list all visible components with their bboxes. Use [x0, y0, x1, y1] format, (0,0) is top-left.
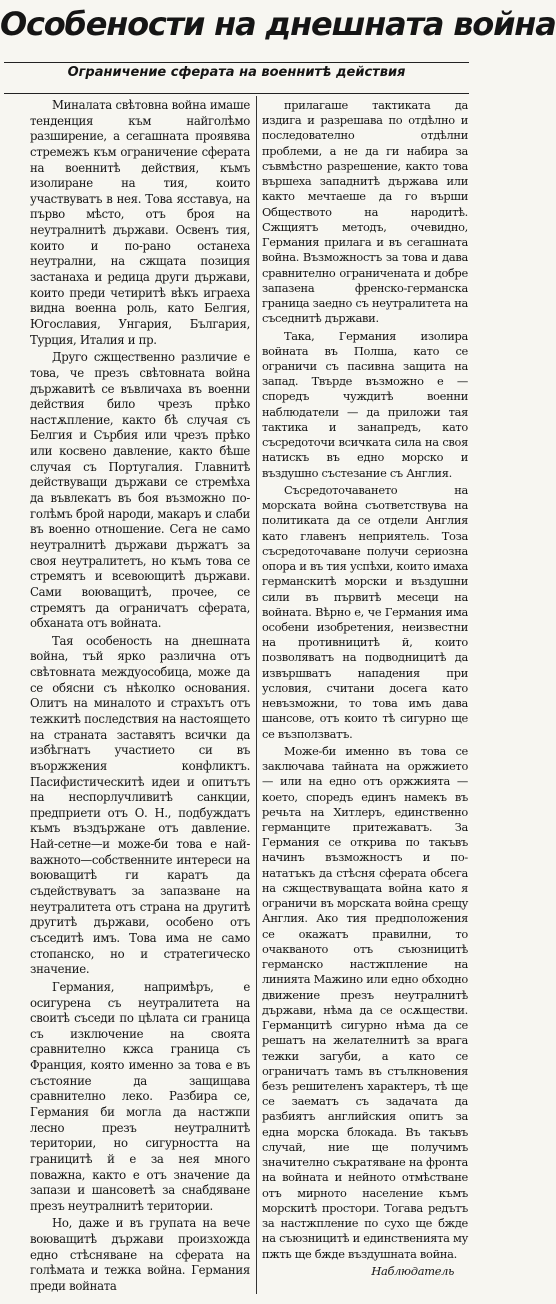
paragraph: Миналата свѣтовна война имаше тенденция към найголѣмо разширение, а сегашната проявява стремежъ към ограничение сферата на военнитѣ действия, къмъ изолиране на тия, които участвуватъ в нея. Това ясставуа, на първо мѣсто, отъ броя на неутралнитѣ държави. Освенъ тия, които и по-рано останеха неутрални, на сжщата позиция застанаха и редица други държави, които преди четиритѣ вѣкъ играеха видна военна роль, като Белгия, Югославия, Унгария, България, Турция, Италия и пр. [30, 98, 250, 347]
paragraph: Съсредоточаването на морската война съответствува на политиката да се отдели Англия като главенъ неприятель. Тоза съсредоточаване получи сериозна опора и въ тия успѣхи, които имаха германскитѣ морски и въздушни сили въ първитѣ месеци на войната. Вѣрно е, че Германия има особени изобретения, неизвестни на противницитѣ й, които позволяватъ на подводницитѣ да извършватъ нападения при условия, считани досега като невъзможни, то това имъ дава шансове, отъ които тѣ сигурно ще се възползватъ. [262, 482, 468, 741]
left-column [30, 98, 250, 1295]
article-title: Особености на днешната война [0, 5, 556, 43]
title-rule [4, 62, 469, 63]
column-divider [256, 96, 257, 1294]
right-column [262, 98, 468, 1279]
paragraph: Друго сжщественно различие е това, че презъ свѣтовната война държавитѣ се въвличаха въ военни действия било чрезъ прѣко настѫпление, както бѣ случая съ Белгия и Сърбия или чрезъ прѣко или косвено давление, както бѣше случая съ Португалия. Главнитѣ действуващи държави се стремѣха да въвлекатъ въ боя възможно по-голѣмъ брой народи, макаръ и слаби въ военно отношение. Сега не само неутралнитѣ държави държатъ за своя неутралитетъ, но къмъ това се стремятъ и всевоющитѣ държави. Сами воюващитѣ, прочее, се стремятъ да ограничатъ сферата, обханата отъ войната. [30, 350, 250, 631]
subtitle-rule [4, 93, 469, 94]
paragraph: Може-би именно въ това се заключава тайната на оржжието — или на едно отъ оржжията — което, споредъ единъ намекъ въ речьта на Хитлеръ, единственно германците притежаватъ. За Германия се открива по такъвъ начинъ възможностъ и по-нататъкъ да стѣсня сферата обсега на сжществуващата война като я ограничи въ морската война срещу Англия. Ако тия предположения се окажатъ правилни, то очакваното отъ съюзницитѣ германско настжпление на линията Мажино или едно обходно движение презъ неутралнитѣ държави, нѣма да се осѫществи. Германцитѣ сигурно нѣма да се решатъ на желателнитѣ за врага тежки загуби, а като се ограничатъ тамъ въ стълкновения безъ решителенъ характеръ, тѣ ще се заематъ съ задачата да разбиятъ английския опитъ за една морска блокада. Въ такъвъ случай, ние ще получимъ значително съкратяване на фронта на войната и нейното отмѣстване отъ мирното население къмъ морскитѣ простори. Тогава редътъ за настжпление по сухо ще бжде на съюзницитѣ и единственията му пжть ще бжде въздушната война. [262, 743, 468, 1261]
paragraph: Тая особеность на днешната война, тъй ярко различна отъ свѣтовната междуособица, може да се обясни съ нѣколко основания. Олитъ на миналото и страхътъ отъ тежкитѣ последствия на настоящето на страната заставятъ всички да избѣгнатъ участието си въ въоржжения конфликтъ. Пасифистическитѣ идеи и опитътъ на неспорлучливитѣ санкции, предприети отъ О. Н., подбуждатъ къмъ въздържане отъ давление. Най-сетне—и може-би това е най-важното—собственните интереси на воюващитѣ ги каратъ да съдействуватъ за запазване на неутралитета отъ страна на другитѣ другитѣ държави, особено отъ съседитѣ имъ. Това има не само стопанско, но и стратегическо значение. [30, 633, 250, 977]
paragraph: Така, Германия изолира войната въ Полша, като се ограничи съ пасивна защита на запад. Твърде възможно е — споредъ чуждитѣ военни наблюдатели — да приложи тая тактика и занапредъ, като съсредоточи всичката сила на своя натискъ въ едно морско и въздушно състезание съ Англия. [262, 328, 468, 480]
paragraph: Но, даже и въ групата на вече воюващитѣ държави произхожда едно стѣсняване на сферата на голѣмата и тежка война. Германия преди войната [30, 1216, 250, 1294]
article-subtitle: Ограничение сферата на военнитѣ действия [67, 65, 406, 80]
author-signature: Наблюдатель [371, 1263, 454, 1278]
paragraph: прилагаше тактиката да издига и разрешава по отдѣлно и последователно отдѣлни проблеми, а не да ги набира за съвмѣстно разрешение, както това вършеха западнитѣ държава или както мечтаеше да го върши Обществото на народитѣ. Сжщиятъ методъ, очевидно, Германия прилага и въ сегашната война. Възможностъ за това и дава сравнително ограничената и добре запазена френско-германска граница заедно съ неутралитета на съседнитѣ държави. [262, 98, 468, 326]
paragraph: Германия, напримѣръ, е осигурена съ неутралитета на своитѣ съседи по цѣлата си граница съ изключение на своята сравнително кжса граница съ Франция, която именно за това е въ състояние да защищава сравнително леко. Разбира се, Германия би могла да настжпи лесно презъ неутралнитѣ територии, но сигурността на границитѣ й е за нея много поважна, както е отъ значение да запази и шансоветѣ за снабдяване презъ неутралнитѣ територии. [30, 979, 250, 1213]
